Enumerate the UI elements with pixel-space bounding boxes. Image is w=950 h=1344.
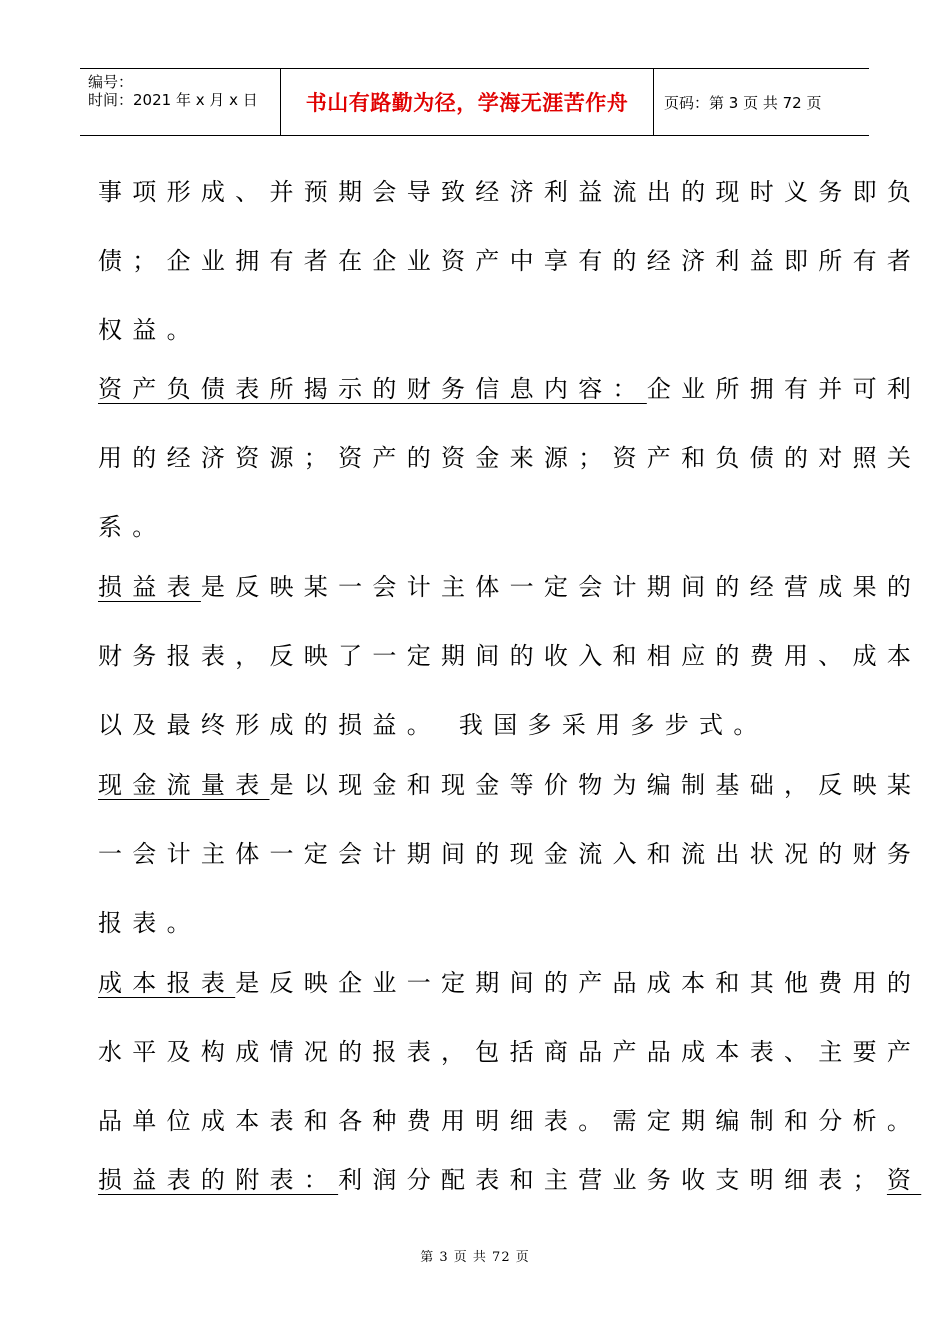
text-line [98, 641, 921, 671]
text-line [98, 770, 921, 800]
text-segment: 债；企业拥有者在企业资产中享有的经济利益即所有者 [98, 247, 922, 275]
header-motto: 书山有路勤为径，学海无涯苦作舟 [281, 69, 654, 135]
underlined-term: 损益表 [98, 573, 201, 601]
text-line [98, 908, 201, 938]
text-line [98, 443, 921, 473]
text-line [98, 315, 201, 345]
underlined-term: 现金流量表 [98, 771, 270, 799]
underlined-term: 资 [886, 1166, 922, 1194]
header-meta [80, 69, 281, 135]
text-line [98, 246, 921, 276]
text-segment: 品单位成本表和各种费用明细表。需定期编制和分析。 [98, 1107, 922, 1135]
number-label: 编号： [88, 73, 134, 91]
text-segment: 是反映企业一定期间的产品成本和其他费用的 [235, 969, 922, 997]
text-segment: 财务报表，反映了一定期间的收入和相应的费用、成本 [98, 642, 922, 670]
text-line [98, 1106, 921, 1136]
text-line [98, 572, 921, 602]
text-segment: 以及最终形成的损益。 我国多采用多步式。 [98, 711, 768, 739]
header-page-info: 页码：第 3 页 共 72 页 [664, 93, 822, 112]
text-line [98, 839, 921, 869]
underlined-term: 损益表的附表： [98, 1166, 339, 1194]
text-segment: 企业所拥有并可利 [646, 375, 922, 403]
page-header [80, 68, 869, 136]
text-segment: 一会计主体一定会计期间的现金流入和流出状况的财务 [98, 840, 922, 868]
text-segment: 事项形成、并预期会导致经济利益流出的现时义务即负 [98, 178, 922, 206]
text-segment: 水平及构成情况的报表，包括商品产品成本表、主要产 [98, 1038, 922, 1066]
text-line [98, 374, 921, 404]
text-line [98, 1165, 921, 1195]
text-segment: 用的经济资源；资产的资金来源；资产和负债的对照关 [98, 444, 922, 472]
text-line [98, 968, 921, 998]
text-segment: 是反映某一会计主体一定会计期间的经营成果的 [200, 573, 922, 601]
text-line [98, 512, 167, 542]
text-segment: 报表。 [98, 909, 201, 937]
text-segment: 系。 [98, 513, 167, 541]
text-line [98, 177, 921, 207]
text-segment: 是以现金和现金等价物为编制基础，反映某 [269, 771, 922, 799]
text-line [98, 1037, 921, 1067]
time-label: 时间：2021 年 x 月 x 日 [88, 91, 258, 109]
text-segment: 权益。 [98, 316, 201, 344]
page-footer: 第 3 页 共 72 页 [420, 1250, 530, 1265]
text-line [98, 710, 768, 740]
underlined-term: 资产负债表所揭示的财务信息内容： [98, 375, 647, 403]
text-segment: 利润分配表和主营业务收支明细表； [338, 1166, 887, 1194]
underlined-term: 成本报表 [98, 969, 236, 997]
